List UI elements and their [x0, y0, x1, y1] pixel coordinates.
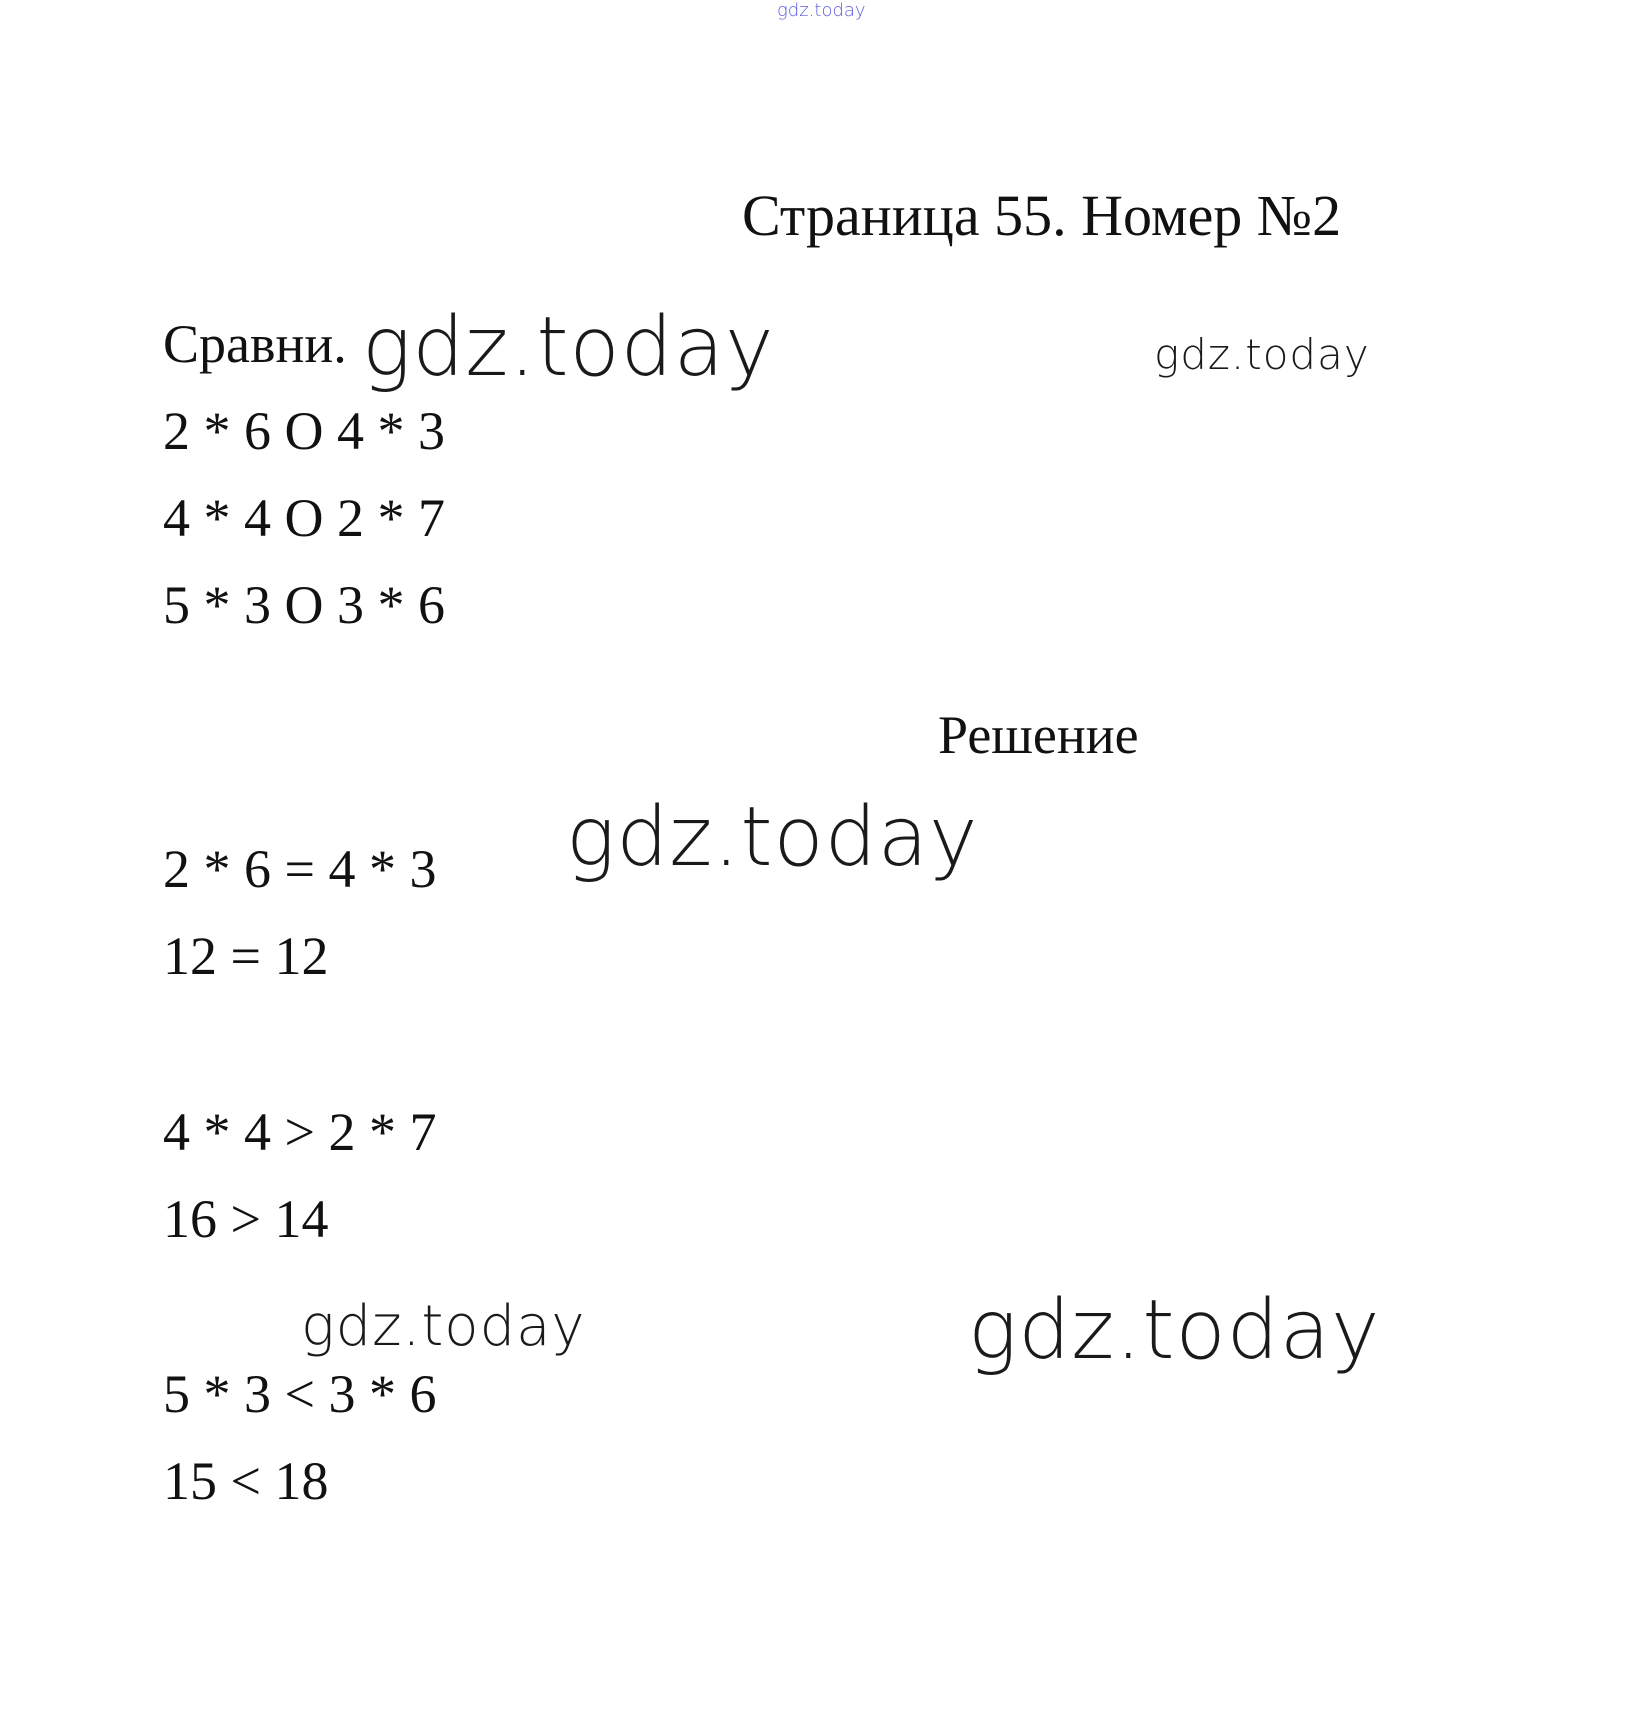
task-line: 4 * 4 O 2 * 7 — [163, 488, 445, 548]
task-line: 2 * 6 O 4 * 3 — [163, 401, 445, 461]
solution-heading: Решение — [938, 705, 1139, 765]
watermark-3: gdz.today — [566, 790, 979, 885]
task-prompt: Сравни. — [163, 314, 347, 374]
watermark-4: gdz.today — [301, 1294, 586, 1359]
solution-result: 15 < 18 — [163, 1451, 329, 1511]
solution-expression: 5 * 3 < 3 * 6 — [163, 1364, 437, 1424]
watermark-1: gdz.today — [362, 300, 775, 395]
watermark-2: gdz.today — [1154, 330, 1370, 379]
solution-result: 12 = 12 — [163, 926, 329, 986]
solution-result: 16 > 14 — [163, 1189, 329, 1249]
watermark-5: gdz.today — [968, 1283, 1381, 1378]
page-title: Страница 55. Номер №2 — [742, 183, 1342, 248]
solution-expression: 2 * 6 = 4 * 3 — [163, 839, 437, 899]
task-line: 5 * 3 O 3 * 6 — [163, 575, 445, 635]
watermark-top: gdz.today — [777, 0, 866, 21]
solution-expression: 4 * 4 > 2 * 7 — [163, 1102, 437, 1162]
